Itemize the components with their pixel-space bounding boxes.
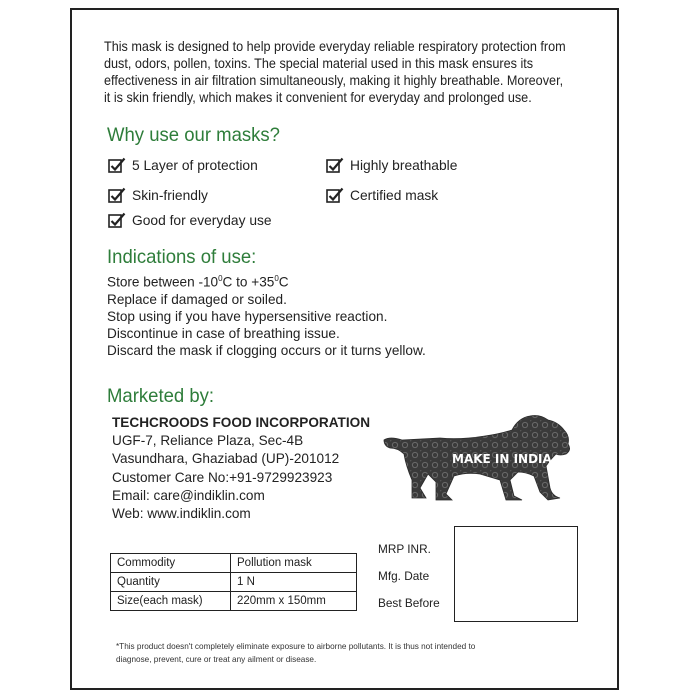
table-cell: Size(each mask) [111, 592, 231, 611]
checkbox-checked-icon [108, 212, 126, 228]
feature-label: Good for everyday use [132, 212, 272, 228]
mrp-label: MRP INR. [378, 542, 431, 556]
feature-label: Highly breathable [350, 157, 458, 173]
feature-item [326, 157, 457, 173]
web-line: Web: www.indiklin.com [112, 506, 251, 522]
indications-list [107, 270, 426, 360]
store-text: Store between -10 [107, 274, 219, 290]
table-cell: Commodity [111, 554, 231, 573]
indication-line: Discontinue in case of breathing issue. [107, 326, 340, 342]
checkbox-checked-icon [326, 187, 344, 203]
indication-line: Replace if damaged or soiled. [107, 291, 287, 307]
feature-item [108, 157, 258, 173]
table-row [111, 592, 357, 611]
indication-line: Stop using if you have hypersensitive reaction. [107, 308, 388, 324]
indications-heading: Indications of use: [107, 246, 257, 268]
table-cell: Pollution mask [231, 554, 357, 573]
table-cell: Quantity [111, 573, 231, 592]
disclaimer-line: *This product doesn't completely eliminate exposure to airborne pollutants. It is thus not intended to [116, 642, 476, 651]
intro-line: This mask is designed to help provide everyday reliable respiratory protection from [104, 39, 566, 54]
make-in-india-logo [380, 410, 580, 510]
checkbox-checked-icon [108, 157, 126, 173]
table-cell: 220mm x 150mm [231, 592, 357, 611]
intro-line: it is skin friendly, which makes it convenient for everyday and prolonged use. [104, 90, 532, 105]
company-address [112, 414, 370, 523]
feature-label: 5 Layer of protection [132, 157, 258, 173]
intro-line: effectiveness in air filtration simultaneously, making it highly breathable. Moreover, [104, 73, 564, 88]
checkbox-checked-icon [108, 187, 126, 203]
price-date-box [454, 526, 578, 622]
email-line: Email: care@indiklin.com [112, 487, 265, 503]
best-before-label: Best Before [378, 596, 440, 610]
address-line: UGF-7, Reliance Plaza, Sec-4B [112, 433, 304, 449]
mfg-date-label: Mfg. Date [378, 569, 430, 583]
company-name: TECHCROODS FOOD INCORPORATION [112, 415, 371, 430]
table-row [111, 573, 357, 592]
degree-sup: 0 [274, 274, 279, 283]
feature-label: Skin-friendly [132, 187, 208, 203]
table-row [111, 554, 357, 573]
feature-item [108, 212, 272, 228]
product-info-table [110, 553, 357, 611]
indication-line: Discard the mask if clogging occurs or it turns yellow. [107, 343, 426, 359]
feature-item [108, 187, 208, 203]
feature-item [326, 187, 438, 203]
intro-paragraph [104, 38, 566, 106]
label-panel [70, 8, 619, 690]
degree-sup: 0 [218, 274, 223, 283]
why-heading: Why use our masks? [107, 124, 280, 146]
store-text: C to +35 [222, 274, 275, 290]
checkbox-checked-icon [326, 157, 344, 173]
indication-line [107, 270, 426, 291]
disclaimer [116, 640, 536, 666]
feature-label: Certified mask [350, 187, 439, 203]
marketed-heading: Marketed by: [107, 385, 215, 407]
store-text: C [278, 274, 289, 290]
address-line: Vasundhara, Ghaziabad (UP)-201012 [112, 451, 340, 467]
intro-line: dust, odors, pollen, toxins. The special material used in this mask ensures its [104, 56, 534, 71]
customer-care: Customer Care No:+91-9729923923 [112, 469, 333, 485]
logo-text: MAKE IN INDIA [452, 452, 552, 466]
disclaimer-line: diagnose, prevent, cure or treat any ailment or disease. [116, 655, 317, 664]
table-cell: 1 N [231, 573, 357, 592]
